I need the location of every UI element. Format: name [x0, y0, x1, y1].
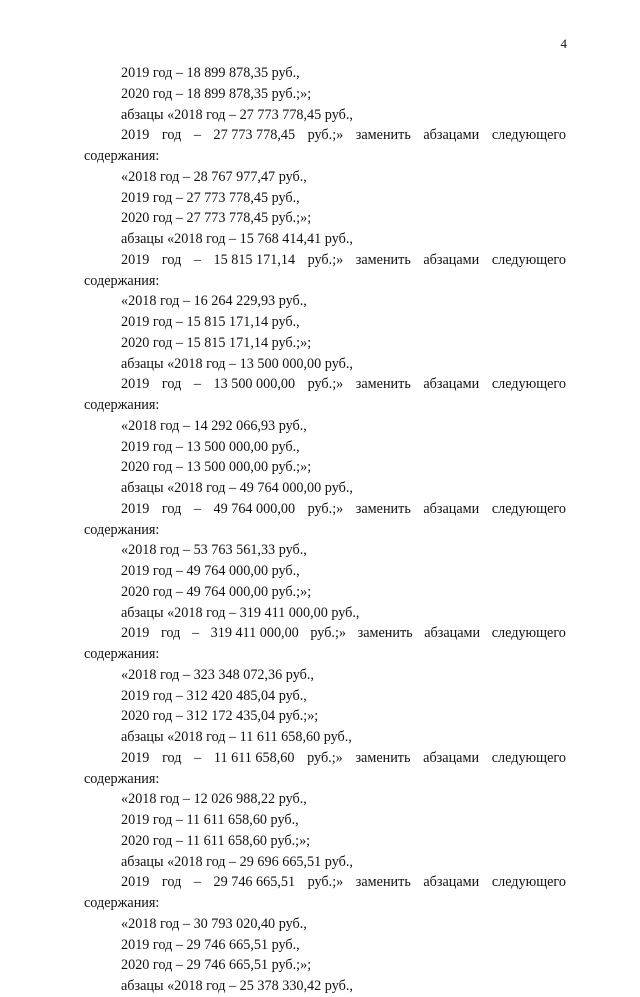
- text-line: «2018 год – 323 348 072,36 руб.,: [121, 666, 314, 683]
- word: 27 773 778,45: [213, 127, 296, 144]
- word: заменить: [355, 127, 411, 144]
- word: абзацами: [423, 874, 480, 891]
- text-line-justified: [84, 748, 566, 769]
- word: 13 500 000,00: [213, 376, 296, 393]
- word: заменить: [355, 376, 411, 393]
- text-line: 2019 год – 18 899 878,35 руб.,: [121, 65, 300, 81]
- word: 2019: [121, 749, 150, 766]
- word: 2019: [121, 251, 150, 268]
- word: следующего: [491, 251, 566, 268]
- text-line: 2020 год – 27 773 778,45 руб.;»;: [121, 210, 312, 227]
- text-line: абзацы «2018 год – 319 411 000,00 руб.,: [121, 604, 360, 621]
- word: год: [162, 749, 182, 766]
- word: руб.;»: [307, 127, 344, 144]
- word: –: [193, 127, 201, 144]
- text-line: «2018 год – 14 292 066,93 руб.,: [121, 417, 307, 434]
- word: следующего: [491, 749, 566, 766]
- word: следующего: [491, 127, 566, 144]
- word: год: [161, 874, 182, 891]
- text-line: 2020 год – 312 172 435,04 руб.;»;: [121, 708, 319, 725]
- word: руб.;»: [307, 251, 344, 268]
- word: –: [193, 874, 201, 891]
- text-line-continuation: содержания:: [84, 272, 160, 289]
- text-line: 2019 год – 11 611 658,60 руб.,: [121, 812, 299, 828]
- text-line: абзацы «2018 год – 13 500 000,00 руб.,: [121, 355, 353, 372]
- text-line: «2018 год – 16 264 229,93 руб.,: [121, 293, 307, 310]
- word: год: [161, 127, 182, 144]
- word: следующего: [491, 625, 566, 642]
- word: абзацами: [423, 251, 480, 268]
- word: год: [160, 625, 181, 642]
- word: руб.;»: [307, 749, 343, 766]
- word: год: [161, 251, 182, 268]
- word: 29 746 665,51: [213, 874, 296, 891]
- word: заменить: [355, 749, 411, 766]
- word: 319 411 000,00: [210, 625, 299, 642]
- word: –: [194, 749, 202, 766]
- word: абзацами: [423, 127, 480, 144]
- text-line-continuation: содержания:: [84, 148, 160, 164]
- text-line: абзацы «2018 год – 11 611 658,60 руб.,: [121, 729, 352, 745]
- text-line: «2018 год – 30 793 020,40 руб.,: [121, 915, 307, 932]
- word: руб.;»: [307, 874, 344, 891]
- word: следующего: [491, 874, 566, 891]
- word: –: [191, 625, 200, 642]
- text-line: абзацы «2018 год – 49 764 000,00 руб.,: [121, 480, 353, 496]
- text-line: «2018 год – 28 767 977,47 руб.,: [121, 168, 307, 185]
- text-line: 2019 год – 13 500 000,00 руб.,: [121, 438, 300, 455]
- word: 2019: [121, 376, 150, 393]
- text-line: абзацы «2018 год – 27 773 778,45 руб.,: [121, 106, 353, 123]
- text-line-justified: [84, 499, 566, 520]
- text-line: 2019 год – 49 764 000,00 руб.,: [121, 563, 300, 579]
- text-line: абзацы «2018 год – 15 768 414,41 руб.,: [121, 231, 353, 247]
- text-line: 2020 год – 49 764 000,00 руб.;»;: [121, 583, 312, 600]
- word: 11 611 658,60: [213, 749, 295, 766]
- text-line-justified: [84, 872, 566, 893]
- page-number: 4: [560, 36, 567, 51]
- text-line: абзацы «2018 год – 29 696 665,51 руб.,: [121, 853, 353, 870]
- word: следующего: [491, 376, 566, 393]
- word: –: [193, 376, 201, 393]
- word: следующего: [491, 500, 566, 517]
- word: 2019: [121, 127, 150, 144]
- word: руб.;»: [307, 500, 344, 517]
- word: год: [161, 376, 182, 393]
- word: 2019: [121, 625, 150, 642]
- text-line-justified: [84, 250, 566, 271]
- word: –: [193, 500, 201, 517]
- word: заменить: [355, 251, 411, 268]
- text-line: 2019 год – 29 746 665,51 руб.,: [121, 936, 300, 953]
- text-line-continuation: содержания:: [84, 646, 160, 662]
- word: руб.;»: [307, 376, 344, 393]
- text-line-continuation: содержания:: [84, 770, 160, 787]
- text-line: «2018 год – 12 026 988,22 руб.,: [121, 791, 307, 808]
- word: абзацами: [423, 500, 480, 517]
- document-body: [84, 63, 566, 997]
- text-line-continuation: содержания:: [84, 521, 160, 538]
- word: абзацами: [423, 749, 480, 766]
- word: 49 764 000,00: [213, 500, 296, 517]
- word: 2019: [121, 500, 150, 517]
- text-line-justified: [84, 374, 566, 395]
- text-line: 2020 год – 15 815 171,14 руб.;»;: [121, 334, 312, 351]
- word: заменить: [355, 500, 411, 517]
- text-line: 2019 год – 27 773 778,45 руб.,: [121, 189, 300, 206]
- text-line: «2018 год – 53 763 561,33 руб.,: [121, 542, 307, 559]
- word: заменить: [357, 625, 413, 642]
- word: абзацами: [423, 376, 480, 393]
- text-line: 2020 год – 18 899 878,35 руб.;»;: [121, 85, 312, 102]
- word: руб.;»: [310, 625, 346, 642]
- text-line: 2020 год – 11 611 658,60 руб.;»;: [121, 832, 311, 849]
- word: год: [161, 500, 182, 517]
- text-line: 2020 год – 29 746 665,51 руб.;»;: [121, 957, 312, 974]
- text-line-justified: [84, 125, 566, 146]
- text-line: абзацы «2018 год – 25 378 330,42 руб.,: [121, 978, 353, 994]
- text-line-continuation: содержания:: [84, 895, 160, 911]
- word: 2019: [121, 874, 150, 891]
- word: абзацами: [424, 625, 481, 642]
- text-line-justified: [84, 623, 566, 644]
- word: –: [193, 251, 201, 268]
- word: 15 815 171,14: [213, 251, 296, 268]
- text-line: 2019 год – 312 420 485,04 руб.,: [121, 687, 307, 704]
- text-line: 2019 год – 15 815 171,14 руб.,: [121, 314, 300, 330]
- word: заменить: [355, 874, 411, 891]
- text-line-continuation: содержания:: [84, 397, 160, 413]
- text-line: 2020 год – 13 500 000,00 руб.;»;: [121, 459, 312, 476]
